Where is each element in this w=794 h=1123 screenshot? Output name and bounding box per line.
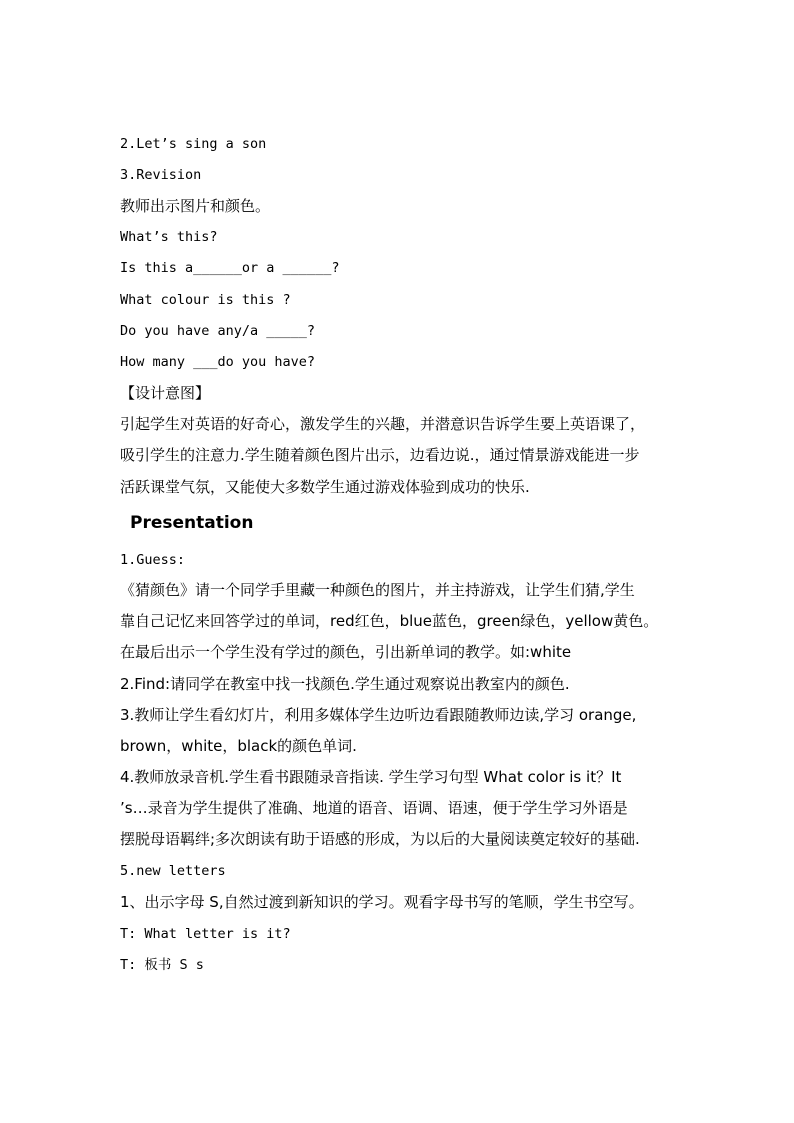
recorder-line: 摆脱母语羁绊;多次朗读有助于语感的形成，为以后的大量阅读奠定较好的基础.: [120, 830, 640, 848]
slides-line: brown，white，black的颜色单词.: [120, 737, 357, 755]
design-intent-label: 【设计意图】: [120, 384, 211, 402]
design-intent-line: 吸引学生的注意力.学生随着颜色图片出示，边看边说.，通过情景游戏能进一步: [120, 446, 640, 464]
guess-line: 《猜颜色》请一个同学手里藏一种颜色的图片，并主持游戏，让学生们猜,学生: [120, 581, 635, 599]
design-intent-line: 活跃课堂气氛，又能使大多数学生通过游戏体验到成功的快乐.: [120, 478, 530, 496]
revision-teacher-shows: 教师出示图片和颜色。: [120, 197, 271, 215]
revision-question-3: What colour is this ?: [120, 292, 291, 308]
slides-line: 3.教师让学生看幻灯片，利用多媒体学生边听边看跟随教师边读,学习 orange,: [120, 706, 637, 724]
revision-item-title: 3.Revision: [120, 167, 202, 183]
teacher-line-2: T: 板书 S s: [120, 957, 204, 973]
revision-question-5: How many ___do you have?: [120, 354, 316, 370]
guess-line: 靠自己记忆来回答学过的单词，red红色，blue蓝色，green绿色，yellow黄色。: [120, 612, 659, 630]
teacher-line-1: T: What letter is it?: [120, 926, 291, 942]
revision-question-1: What’s this?: [120, 229, 218, 245]
presentation-heading: Presentation: [130, 513, 254, 533]
design-intent-line: 引起学生对英语的好奇心，激发学生的兴趣，并潜意识告诉学生要上英语课了，: [120, 415, 646, 433]
guess-title: 1.Guess:: [120, 552, 186, 568]
guess-line: 在最后出示一个学生没有学过的颜色，引出新单词的教学。如:white: [120, 643, 572, 661]
revision-question-2: Is this a______or a ______?: [120, 260, 340, 276]
recorder-line: ’s…录音为学生提供了准确、地道的语音、语调、语速，便于学生学习外语是: [120, 799, 628, 817]
revision-item-sing: 2.Let’s sing a son: [120, 136, 267, 152]
revision-question-4: Do you have any/a _____?: [120, 323, 316, 339]
new-letters-title: 5.new letters: [120, 863, 226, 879]
letter-s-step: 1、出示字母 S,自然过渡到新知识的学习。观看字母书写的笔顺，学生书空写。: [120, 893, 644, 911]
find-step: 2.Find:请同学在教室中找一找颜色.学生通过观察说出教室内的颜色.: [120, 675, 570, 693]
recorder-line: 4.教师放录音机.学生看书跟随录音指读. 学生学习句型 What color is it？It: [120, 768, 622, 786]
